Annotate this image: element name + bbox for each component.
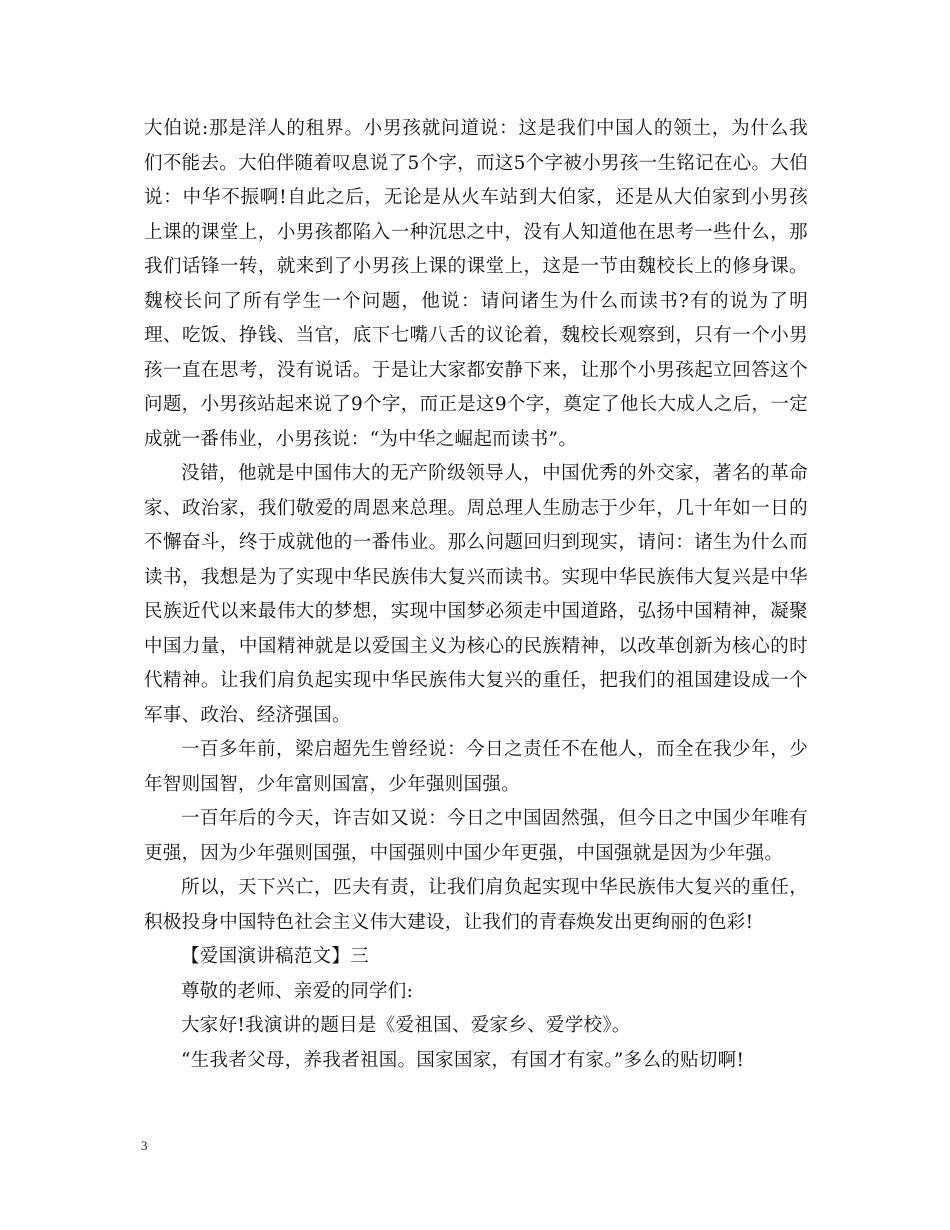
document-body (144, 112, 808, 1078)
paragraph-story-continuation: 大伯说:那是洋人的租界。小男孩就问道说：这是我们中国人的领土，为什么我们不能去。大伯伴随着叹息说了5个字，而这5个字被小男孩一生铭记在心。大伯说：中华不振啊!自此之后，无论是从火车站到大伯家，还是从大伯家到小男孩上课的课堂上，小男孩都陷入一种沉思之中，没有人知道他在思考一些什么，那我们话锋一转，就来到了小男孩上课的课堂上，这是一节由魏校长上的修身课。魏校长问了所有学生一个问题，他说：请问诸生为什么而读书?有的说为了明理、吃饭、挣钱、当官，底下七嘴八舌的议论着，魏校长观察到，只有一个小男孩一直在思考，没有说话。于是让大家都安静下来，让那个小男孩起立回答这个问题，小男孩站起来说了9个字，而正是这9个字，奠定了他长大成人之后，一定成就一番伟业，小男孩说：“为中华之崛起而读书”。 (144, 118, 808, 450)
paragraph-xu-jiru-quote: 一百年后的今天，许吉如又说：今日之中国固然强，但今日之中国少年唯有更强，因为少年强则国强，中国强则中国少年更强，中国强就是因为少年强。 (144, 808, 808, 864)
paragraph-liang-qichao-quote: 一百多年前，梁启超先生曾经说：今日之责任不在他人，而全在我少年，少年智则国智，少年富则国富，少年强则国强。 (144, 739, 808, 795)
section-heading: 【爱国演讲稿范文】三 (181, 946, 370, 967)
page-number: 3 (141, 1138, 148, 1153)
paragraph-conclusion: 所以，天下兴亡，匹夫有责，让我们肩负起实现中华民族伟大复兴的重任，积极投身中国特色社会主义伟大建设，让我们的青春焕发出更绚丽的色彩! (144, 877, 808, 933)
speech-title-intro: 大家好!我演讲的题目是《爱祖国、爱家乡、爱学校》。 (181, 1015, 631, 1036)
salutation: 尊敬的老师、亲爱的同学们: (181, 980, 414, 1002)
paragraph-zhou-enlai: 没错，他就是中国伟大的无产阶级领导人，中国优秀的外交家，著名的革命家、政治家，我们敬爱的周恩来总理。周总理人生励志于少年，几十年如一日的不懈奋斗，终于成就他的一番伟业。那么问题回归到现实，请问：诸生为什么而读书，我想是为了实现中华民族伟大复兴而读书。实现中华民族伟大复兴是中华民族近代以来最伟大的梦想，实现中国梦必须走中国道路，弘扬中国精神，凝聚中国力量，中国精神就是以爱国主义为核心的民族精神，以改革创新为核心的时代精神。让我们肩负起实现中华民族伟大复兴的重任，把我们的祖国建设成一个军事、政治、经济强国。 (144, 463, 808, 726)
paragraph-opening-quote: “生我者父母，养我者祖国。国家国家，有国才有家。”多么的贴切啊! (181, 1049, 745, 1071)
